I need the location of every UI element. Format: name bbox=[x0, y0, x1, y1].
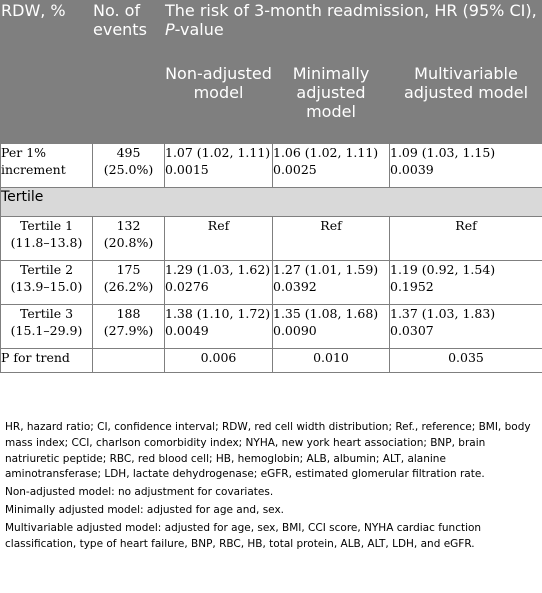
row-multivariable: 1.09 (1.03, 1.15) 0.0039 bbox=[390, 144, 542, 188]
header-minimally-adjusted: Minimally adjusted model bbox=[273, 64, 390, 144]
header-risk-main: The risk of 3-month readmission, HR (95% CI), bbox=[165, 1, 537, 20]
section-label: Tertile bbox=[1, 188, 542, 217]
header-rdw: RDW, % bbox=[1, 1, 93, 144]
footnote-abbreviations: HR, hazard ratio; CI, confidence interval; RDW, red cell width distribution; Ref., reference; BMI, body mass index; CCI, charlson comorbidity index; NYHA, new york heart association; BNP, brain natriuretic peptide; RBC, red blood cell; HB, hemoglobin; ALB, albumin; ALT, alanine aminotransferase; LDH, lactate dehydrogenase; eGFR, estimated glomerular filtration rate. bbox=[5, 421, 531, 481]
row-events bbox=[93, 349, 165, 373]
section-row-tertile bbox=[1, 188, 542, 217]
header-risk-tail: -value bbox=[174, 20, 224, 39]
header-multivariable: Multivariable adjusted model bbox=[390, 64, 542, 144]
row-non-adjusted: 1.07 (1.02, 1.11) 0.0015 bbox=[165, 144, 273, 188]
table-footnotes bbox=[5, 420, 535, 554]
row-events: 188 (27.9%) bbox=[93, 305, 165, 349]
table-row-tertile-1 bbox=[1, 217, 542, 261]
row-minimally: 0.010 bbox=[273, 349, 390, 373]
row-events: 495 (25.0%) bbox=[93, 144, 165, 188]
row-label: Tertile 3 (15.1–29.9) bbox=[1, 305, 93, 349]
row-label: Tertile 2 (13.9–15.0) bbox=[1, 261, 93, 305]
header-row-top bbox=[1, 1, 542, 64]
table-row-tertile-2 bbox=[1, 261, 542, 305]
row-multivariable: Ref bbox=[390, 217, 542, 261]
row-events: 132 (20.8%) bbox=[93, 217, 165, 261]
row-label: P for trend bbox=[1, 349, 93, 373]
row-non-adjusted: 1.29 (1.03, 1.62) 0.0276 bbox=[165, 261, 273, 305]
table-row-per-increment bbox=[1, 144, 542, 188]
row-multivariable: 1.37 (1.03, 1.83) 0.0307 bbox=[390, 305, 542, 349]
header-risk-p: P bbox=[165, 20, 175, 39]
row-minimally: 1.06 (1.02, 1.11) 0.0025 bbox=[273, 144, 390, 188]
row-minimally: 1.35 (1.08, 1.68) 0.0090 bbox=[273, 305, 390, 349]
row-minimally: 1.27 (1.01, 1.59) 0.0392 bbox=[273, 261, 390, 305]
row-label: Tertile 1 (11.8–13.8) bbox=[1, 217, 93, 261]
row-minimally: Ref bbox=[273, 217, 390, 261]
footnote-non-adjusted: Non-adjusted model: no adjustment for covariates. bbox=[5, 486, 274, 499]
row-multivariable: 1.19 (0.92, 1.54) 0.1952 bbox=[390, 261, 542, 305]
row-label: Per 1% increment bbox=[1, 144, 93, 188]
header-risk bbox=[165, 1, 542, 64]
row-non-adjusted: 0.006 bbox=[165, 349, 273, 373]
footnote-minimally: Minimally adjusted model: adjusted for age and, sex. bbox=[5, 503, 285, 516]
header-non-adjusted: Non-adjusted model bbox=[165, 64, 273, 144]
table-row-tertile-3 bbox=[1, 305, 542, 349]
footnote-multivariable: Multivariable adjusted model: adjusted for age, sex, BMI, CCI score, NYHA cardiac function classification, type of heart failure, BNP, RBC, HB, total protein, ALB, ALT, LDH, and eGFR. bbox=[5, 521, 482, 550]
row-non-adjusted: 1.38 (1.10, 1.72) 0.0049 bbox=[165, 305, 273, 349]
row-non-adjusted: Ref bbox=[165, 217, 273, 261]
table-row-trend bbox=[1, 349, 542, 373]
row-multivariable: 0.035 bbox=[390, 349, 542, 373]
header-events: No. of events bbox=[93, 1, 165, 144]
row-events: 175 (26.2%) bbox=[93, 261, 165, 305]
